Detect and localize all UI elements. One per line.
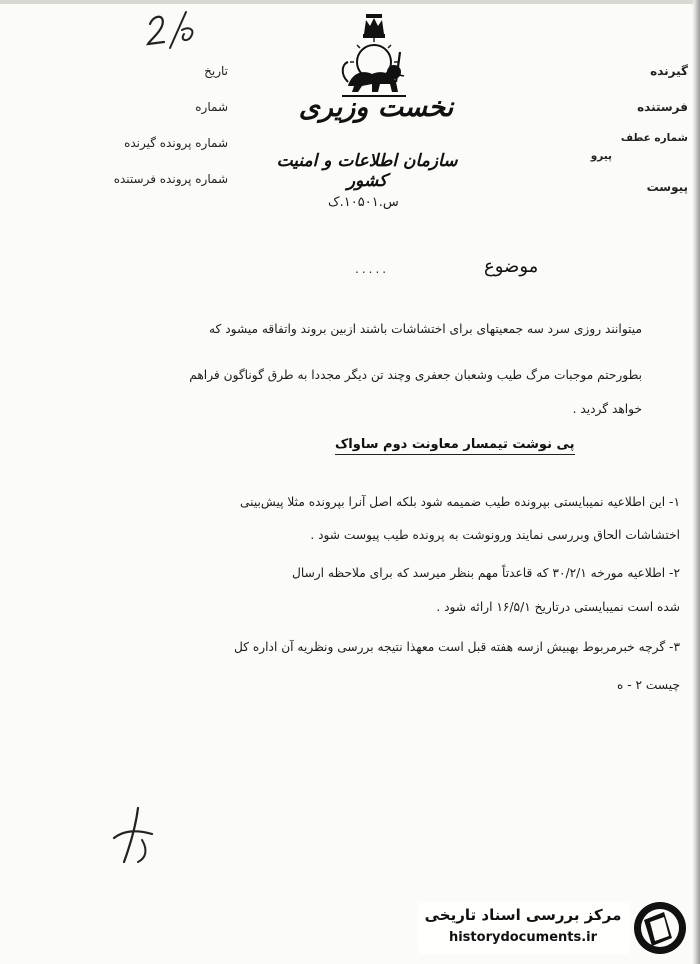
scan-top-edge [0, 0, 700, 4]
attachment-label: پیوست [646, 180, 688, 194]
date-field-label: تاریخ [204, 64, 228, 78]
sender-file-number-label: شماره پرونده فرستنده [113, 172, 228, 186]
postscript-item-1-line-1: ۱- این اطلاعیه نمیبایستی بپرونده طیب ضمیمه شود بلکه اصل آنرا بپرونده مثلا پیش‌بینی [240, 495, 680, 509]
organization-title: نخست وزیری [298, 92, 454, 123]
postscript-item-1-line-2: اختشاشات الحاق وبررسی نمایند ورونوشت به پرونده طیب پیوست شود . [310, 528, 680, 542]
reference-number-label: شماره عطف [620, 132, 688, 144]
handwritten-number [140, 8, 200, 56]
recipient-label: گیرنده [650, 64, 688, 78]
lion-and-sun-emblem [336, 12, 412, 102]
archive-logo-title: مرکز بررسی اسناد تاریخی [424, 906, 622, 924]
postscript-item-3-line-2: چیست ۲ - ه [616, 678, 680, 692]
subject-dots: ..... [355, 262, 390, 276]
following-label: پیرو [590, 150, 612, 162]
body-line-2: بطورحتم موجبات مرگ طیب وشعبان جعفری وچند تن دیگر مجددا به طرق گوناگون فراهم [189, 368, 642, 382]
postscript-title: پی نوشت تیمسار معاونت دوم ساواک [335, 437, 575, 455]
postscript-item-2-line-2: شده است نمیبایستی درتاریخ ۱۶/۵/۱ ارائه شود . [436, 600, 680, 614]
subject-label: موضوع [484, 256, 539, 277]
postscript-item-2-line-1: ۲- اطلاعیه مورخه ۳۰/۲/۱ که قاعدتاً مهم بنظر میرسد که برای ملاحظه ارسال [292, 566, 680, 580]
sender-label: فرستنده [637, 100, 688, 114]
postscript-item-3-line-1: ۳- گرچه خبرمربوط بهبیش ازسه هفته قبل است معهذا نتیجه بررسی ونظریه آن اداره کل [233, 640, 680, 654]
body-line-3: خواهد گردید . [572, 402, 642, 416]
recipient-file-number-label: شماره پرونده گیرنده [124, 136, 228, 150]
body-line-1: میتوانند روزی سرد سه جمعیتهای برای اختشاشات باشند ازبین بروند واتفاقه میشود که [209, 322, 642, 336]
number-field-label: شماره [195, 100, 228, 114]
organization-subtitle: سازمان اطلاعات و امنیت کشور [276, 151, 458, 191]
scan-right-edge [692, 0, 700, 964]
reference-code: س.۱۰۵۰۱.ک [328, 195, 399, 210]
handwritten-signature [108, 804, 160, 872]
archive-logo-url: historydocuments.ir [448, 930, 598, 945]
